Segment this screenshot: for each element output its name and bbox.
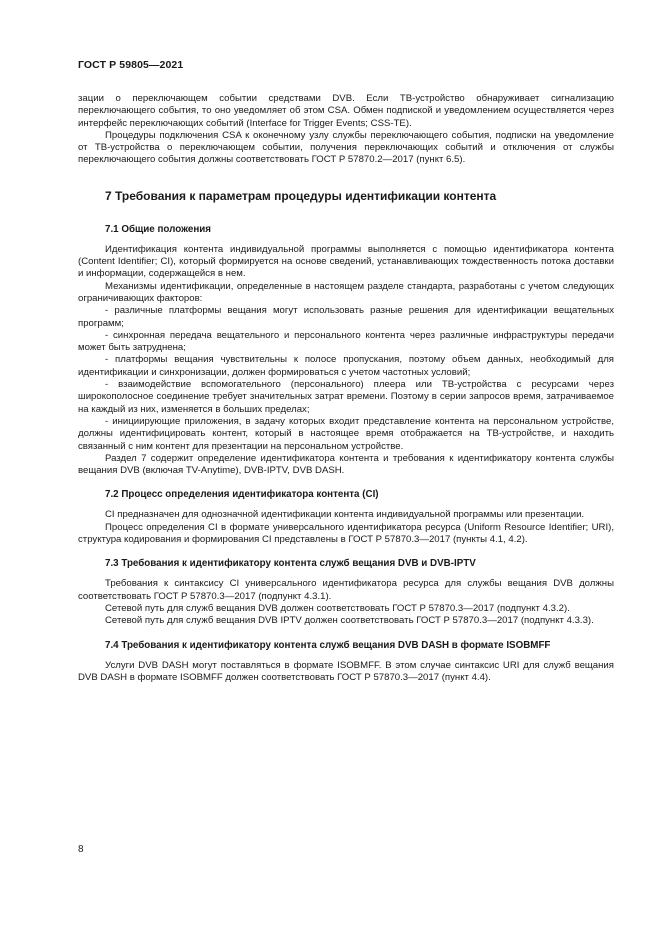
intro-paragraph-1: зации о переключающем событии средствами DVB. Если ТВ-устройство обнаруживает сигнализацию переключающего события, то оно уведомляет об этом CSA. Обмен подпиской и уведомлением осуществляется через интерфейс переключающих событий (Interface for Trigger Events; CSS-TE).	[78, 93, 614, 129]
paragraph: Сетевой путь для служб вещания DVB должен соответствовать ГОСТ Р 57870.3—2017 (подпункт 4.3.2).	[105, 602, 570, 614]
section-7-1-title: 7.1 Общие положения	[105, 223, 212, 235]
section-7-4-title: 7.4 Требования к идентификатору контента служб вещания DVB DASH в формате ISOBMFF	[105, 639, 551, 651]
list-item: - платформы вещания чувствительны к полосе пропускания, поэтому объем данных, необходимый для идентификации и синхронизации, должен формироваться с учетом частотных условий;	[78, 354, 614, 378]
list-item: - взаимодействие вспомогательного (персонального) плеера или ТВ-устройства с ресурсами через широкополосное соединение требует значительных затрат времени. Поэтому в серии запросов время, затрачиваемое на каждый из них, изменяется в больших пределах;	[78, 379, 614, 415]
list-item: - синхронная передача вещательного и персонального контента через различные инфраструктуры передачи может быть затруднена;	[78, 329, 614, 354]
section-7-3-title: 7.3 Требования к идентификатору контента служб вещания DVB и DVB-IPTV	[105, 558, 476, 570]
paragraph: Механизмы идентификации, определенные в настоящем разделе стандарта, разработаны с учетом следующих ограничивающих факторов:	[78, 280, 614, 304]
section-7-2-title: 7.2 Процесс определения идентификатора контента (CI)	[105, 489, 379, 501]
paragraph: Сетевой путь для служб вещания DVB IPTV должен соответствовать ГОСТ Р 57870.3—2017 (подпункт 4.3.3).	[105, 615, 594, 627]
list-item: - инициирующие приложения, в задачу которых входит представление контента на персональном устройстве, должны идентифицировать контент, который в настоящее время отображается на ТВ-устройстве, и находить связанный с ним контент для презентации на персональном устройстве.	[78, 415, 614, 452]
paragraph: Раздел 7 содержит определение идентификатора контента и требования к идентификатору контента службы вещания DVB (включая TV-Anytime), DVB-IPTV, DVB DASH.	[78, 452, 614, 477]
paragraph: CI предназначен для однозначной идентификации контента индивидуальной программы или презентации.	[105, 509, 585, 521]
intro-paragraph-2: Процедуры подключения CSA к оконечному узлу службы переключающего события, подписки на уведомление от ТВ-устройства о переключающем событии, получения переключающих событий и отключения от службы переключающего события должны соответствовать ГОСТ Р 57870.2—2017 (пункт 6.5).	[78, 129, 614, 166]
paragraph: Услуги DVB DASH могут поставляться в формате ISOBMFF. В этом случае синтаксис URI для служб вещания DVB DASH в формате ISOBMFF должен соответствовать ГОСТ Р 57870.3—2017 (пункт 4.4).	[78, 659, 614, 683]
paragraph: Идентификация контента индивидуальной программы выполняется с помощью идентификатора контента (Content Identifier; CI), который формируется на основе сведений, устанавливающих тождественность потока доставки и информации, содержащейся в нем.	[78, 243, 614, 280]
document-code-header: ГОСТ Р 59805—2021	[78, 59, 184, 71]
paragraph: Процесс определения CI в формате универсального идентификатора ресурса (Uniform Resource Identifier; URI), структура кодирования и формирования CI представлены в ГОСТ Р 57870.3—2017 (пункты 4.1, 4.2).	[78, 521, 614, 546]
section-7-title: 7 Требования к параметрам процедуры идентификации контента	[105, 188, 497, 203]
page-number: 8	[78, 844, 84, 855]
paragraph: Требования к синтаксису CI универсального идентификатора ресурса для службы вещания DVB должны соответствовать ГОСТ Р 57870.3—2017 (подпункт 4.3.1).	[78, 578, 614, 602]
list-item: - различные платформы вещания могут использовать разные решения для идентификации вещательных программ;	[78, 305, 614, 329]
page-content	[78, 93, 614, 684]
